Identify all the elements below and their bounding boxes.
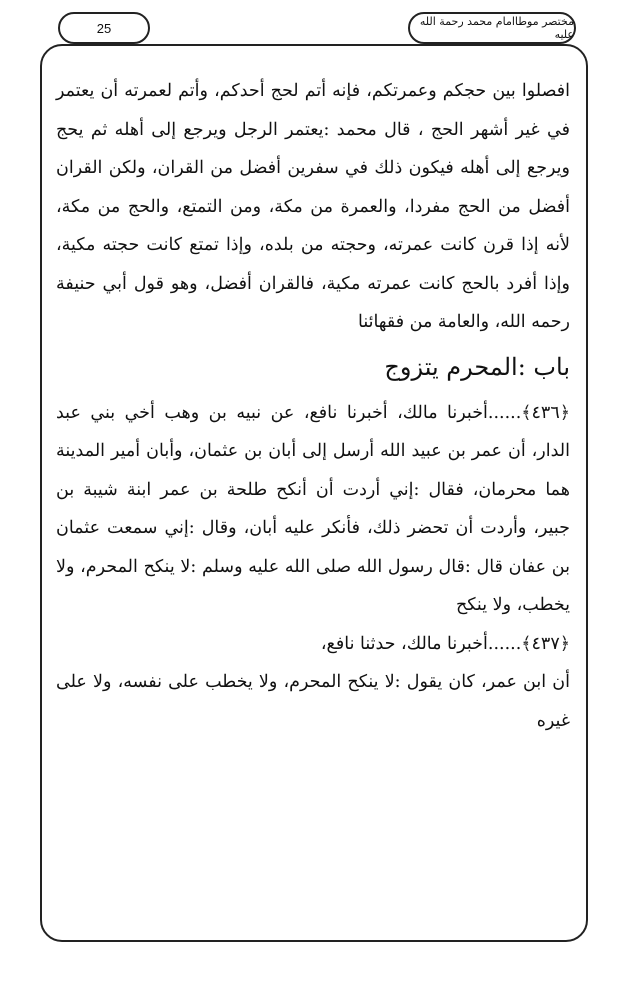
paragraph-1: افصلوا بين حجكم وعمرتكم، فإنه أتم لحج أحدكم، وأتم لعمرته أن يعتمر في غير أشهر الحج ، قال محمد :يعتمر الرجل ويرجع إلى أهله ثم يحج ويرجع إلى أهله فيكون ذلك في سفرين أفضل من القران، ولكن القران أفضل من الحج مفردا، والعمرة من مكة، ومن التمتع، والحج من مكة، لأنه إذا قرن كانت عمرته، وحجته من بلده، وإذا تمتع كانت حجته مكية، وإذا أفرد بالحج كانت عمرته مكية، فالقران أفضل، وهو قول أبي حنيفة رحمه الله، والعامة من فقهائنا <box>56 81 570 332</box>
hadith-437-dots: ...... <box>487 633 522 654</box>
hadith-437-close-bracket: ﴾ <box>521 633 532 654</box>
hadith-437 <box>56 625 570 664</box>
page-content <box>56 72 570 740</box>
page-number-badge <box>58 12 150 44</box>
hadith-437-open-bracket: ﴿ <box>559 633 570 654</box>
hadith-436-text: أخبرنا مالك، أخبرنا نافع، عن نبيه بن وهب أخي بني عبد الدار، أن عمر بن عبيد الله أرسل إلى أبان بن عثمان، وأبان أمير المدينة هما محرمان، فقال :إني أردت أن أنكح طلحة بن عمر ابنة شيبة بن جبير، وأردت أن تحضر ذلك، فأنكر عليه أبان، وقال :إني سمعت عثمان بن عفان قال :قال رسول الله صلى الله عليه وسلم :لا ينكح المحرم، ولا يخطب، ولا ينكح <box>56 402 570 615</box>
section-heading: باب :المحرم يتزوج <box>384 352 570 381</box>
hadith-436 <box>56 394 570 625</box>
book-title: مختصر موطاامام محمد رحمة الله عليه <box>419 15 574 41</box>
hadith-436-open-bracket: ﴿ <box>559 402 570 423</box>
hadith-437-continuation: أن ابن عمر، كان يقول :لا ينكح المحرم، ولا يخطب على نفسه، ولا على غيره <box>56 672 570 731</box>
hadith-437-number: ٤٣٧ <box>531 633 560 654</box>
hadith-436-close-bracket: ﴾ <box>521 402 532 423</box>
book-title-badge <box>408 12 576 44</box>
page-number: 25 <box>96 20 112 36</box>
hadith-436-number: ٤٣٦ <box>531 402 560 423</box>
hadith-437-text: أخبرنا مالك، حدثنا نافع، <box>320 633 488 654</box>
hadith-436-dots: ...... <box>487 402 522 423</box>
